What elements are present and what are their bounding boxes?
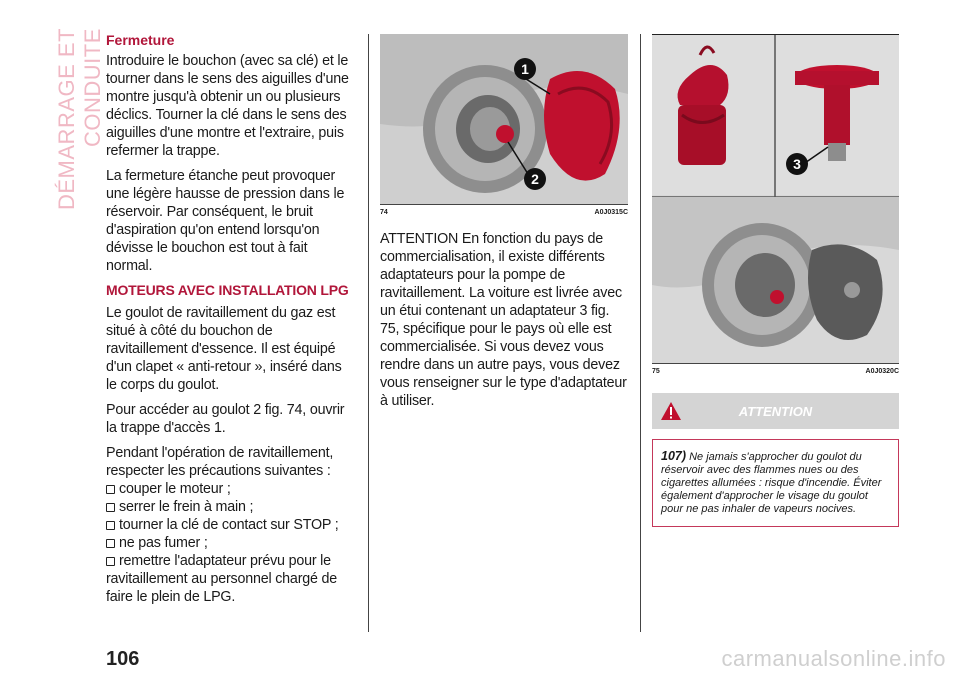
column-1 (106, 32, 356, 606)
lpg-adapter-illustration (652, 35, 899, 363)
checkbox-bullet-icon (106, 557, 115, 566)
list-item-text: remettre l'adaptateur prévu pour le ravitaillement au personnel chargé de faire le plein de LPG. (106, 553, 338, 605)
heading-lpg: MOTEURS AVEC INSTALLATION LPG (106, 282, 349, 298)
paragraph-attention-adapter: ATTENTION En fonction du pays de commercialisation, il existe différents adaptateurs pour la pompe de ravitaillement. La voiture est livrée avec un étui contenant un adaptateur 3 fig. 75, spécifique pour le pays où elle est commercialisée. Si vous devez vous rendre dans un autre pays, vous devez vous renseigner sur le type d'adaptateur à utiliser. (380, 231, 627, 409)
figure-75-image (652, 34, 899, 363)
paragraph: Introduire le bouchon (avec sa clé) et le tourner dans le sens des aiguilles d'une montre jusqu'à obtenir un ou plusieurs déclics. Tourner la clé dans le sens des aiguilles d'une montre et l'extraire, puis refermer la trappe. (106, 53, 349, 159)
column-divider-1 (368, 34, 369, 632)
watermark: carmanualsonline.info (721, 646, 946, 671)
paragraph: Pour accéder au goulot 2 fig. 74, ouvrir la trappe d'accès 1. (106, 402, 345, 436)
attention-header (652, 393, 899, 429)
paragraph: Le goulot de ravitaillement du gaz est situé à côté du bouchon de ravitaillement d'essence. Il est équipé d'un clapet « anti-retour », inséré dans le corps du goulot. (106, 305, 342, 393)
column-2 (380, 32, 628, 417)
figure-code: A0J0320C (865, 368, 899, 375)
list-item-text: serrer le frein à main ; (119, 499, 254, 515)
warning-number: 107) (661, 449, 687, 463)
checkbox-bullet-icon (106, 539, 115, 548)
checkbox-bullet-icon (106, 521, 115, 530)
column-divider-2 (640, 34, 641, 632)
list-item (106, 480, 356, 498)
figure-number: 75 (652, 368, 660, 375)
list-item-text: couper le moteur ; (119, 481, 231, 497)
list-item (106, 516, 356, 534)
list-item (106, 534, 356, 552)
figure-code: A0J0315C (594, 209, 628, 216)
callout-1: 1 (514, 58, 536, 80)
paragraph: La fermeture étanche peut provoquer une légère hausse de pression dans le réservoir. Par conséquent, le bruit d'aspiration qu'on entend lorsqu'on dévisse le bouchon est tout à fait normal. (106, 168, 345, 274)
warning-text: Ne jamais s'approcher du goulot du réservoir avec des flammes nues ou des cigarettes allumées : risque d'incendie. Éviter également d'approcher le visage du goulot pour ne pas inhaler de vapeurs nocives. (661, 451, 882, 515)
list-item (106, 498, 356, 516)
precautions-list (106, 480, 356, 606)
callout-2: 2 (524, 168, 546, 190)
attention-box (652, 393, 899, 527)
fuel-filler-illustration (380, 34, 628, 204)
list-item-text: tourner la clé de contact sur STOP ; (119, 517, 339, 533)
list-item-text: ne pas fumer ; (119, 535, 208, 551)
checkbox-bullet-icon (106, 485, 115, 494)
figure-74-image (380, 34, 628, 204)
warning-triangle-icon (660, 401, 682, 421)
figure-74-caption (380, 204, 628, 216)
figure-number: 74 (380, 209, 388, 216)
figure-75-caption (652, 363, 899, 375)
paragraph: Pendant l'opération de ravitaillement, respecter les précautions suivantes : (106, 445, 334, 479)
page-number: 106 (106, 648, 140, 670)
callout-3: 3 (786, 153, 808, 175)
list-item (106, 552, 356, 606)
attention-body (652, 439, 899, 527)
attention-title: ATTENTION (738, 403, 813, 419)
checkbox-bullet-icon (106, 503, 115, 512)
heading-fermeture: Fermeture (106, 32, 175, 48)
column-3 (652, 32, 899, 527)
section-side-title: DÉMARRAGE ET CONDUITE (54, 28, 105, 211)
